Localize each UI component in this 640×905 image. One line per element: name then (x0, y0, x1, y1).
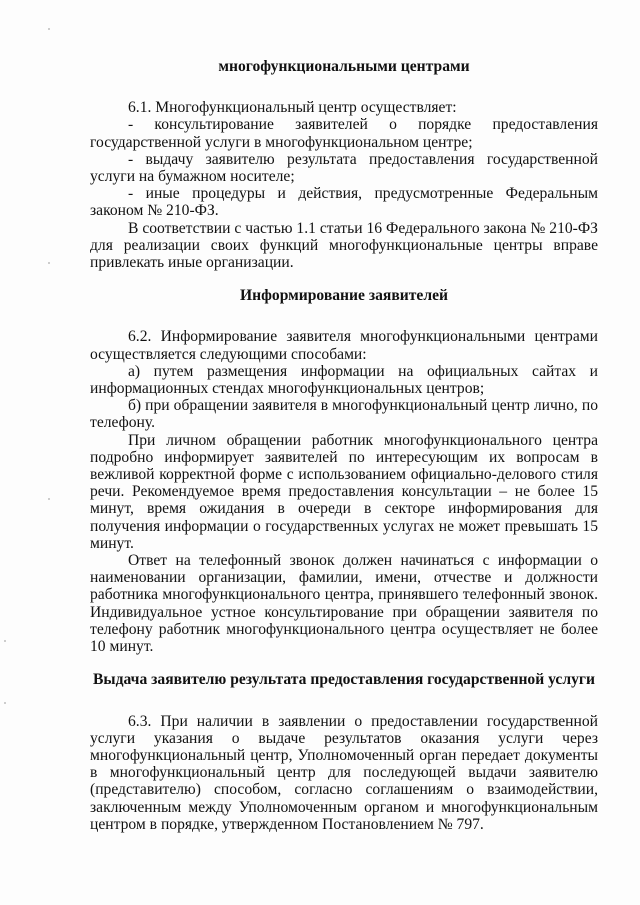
paragraph-6-2: 6.2. Информирование заявителя многофункциональными центрами осуществляется следующими способами: (90, 328, 598, 363)
scan-speck (48, 498, 50, 500)
paragraph-personal-visit: При личном обращении работник многофункционального центра подробно информирует заявителей по интересующим их вопросам в вежливой корректной форме с использованием официально-делового стиля речи. Рекомендуемое время предоставления консультации – не более 15 минут, время ожидания в очереди в секторе информирования для получения информации о государственных услугах не может превышать 15 минут. (90, 431, 598, 552)
paragraph-law-reference: В соответствии с частью 1.1 статьи 16 Федерального закона № 210-ФЗ для реализации своих функций многофункциональные центры вправе привлекать иные организации. (90, 219, 598, 272)
paragraph-6-1: 6.1. Многофункциональный центр осуществляет: (128, 99, 457, 117)
list-item-other-procedures: - иные процедуры и действия, предусмотренные Федеральным законом № 210-ФЗ. (90, 185, 598, 220)
paragraph-phone-call: Ответ на телефонный звонок должен начинаться с информации о наименовании организации, фамилии, имени, отчестве и должности работника многофункционального центра, принявшего телефонный звонок. Индивидуальное устное консультирование при обращении заявителя по телефону работник многофункционального центра осуществляет не более 10 минут. (90, 552, 598, 656)
section-heading-mfc: многофункциональными центрами (218, 58, 470, 75)
section-heading-informing: Информирование заявителей (240, 287, 448, 305)
paragraph-6-3: 6.3. При наличии в заявлении о предоставлении государственной услуги указания о выдаче результатов оказания услуги через многофункциональный центр, Уполномоченный орган передает документы в многофункциональный центр для последующей выдачи заявителю (представителю) способом, согласно соглашениям о взаимодействии, заключенным между Уполномоченным органом и многофункциональным центром в порядке, утвержденном Постановлением № 797. (90, 712, 598, 833)
scan-speck (4, 640, 6, 642)
scan-speck (48, 262, 50, 264)
list-item-a: а) путем размещения информации на официальных сайтах и информационных стендах многофункциональных центров; (90, 362, 598, 398)
list-item-issuance: - выдачу заявителю результата предоставления государственной услуги на бумажном носителе; (90, 150, 598, 186)
list-item-consulting: - консультирование заявителей о порядке предоставления государственной услуги в многофункциональном центре; (90, 116, 598, 151)
section-heading-result-issuance: Выдача заявителю результата предоставления государственной услуги (93, 671, 595, 689)
document-body (90, 58, 598, 833)
list-item-b: б) при обращении заявителя в многофункциональный центр лично, по телефону. (90, 397, 598, 432)
scan-speck (48, 28, 50, 30)
scan-speck (4, 702, 6, 704)
